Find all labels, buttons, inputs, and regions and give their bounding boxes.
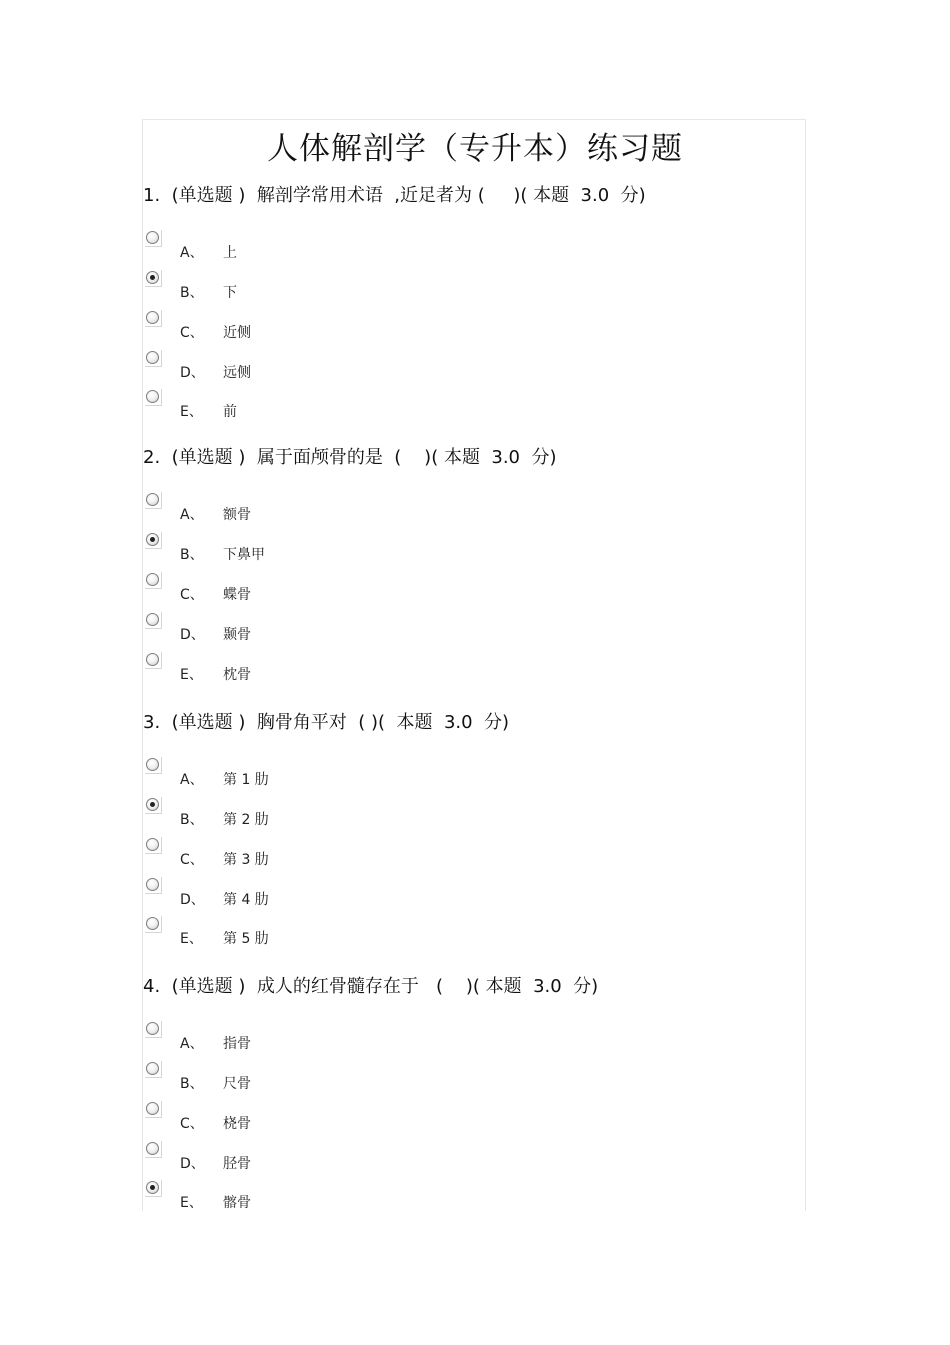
question-header: 1. (单选题 ) 解剖学常用术语 ,近足者为 ( )( 本题 3.0 分) [143, 185, 646, 206]
option-row[interactable] [143, 573, 543, 613]
option-row[interactable] [143, 878, 543, 918]
option-letter: C、 [180, 852, 204, 868]
option-letter: B、 [180, 812, 204, 828]
option-row[interactable] [143, 493, 543, 533]
option-letter: E、 [180, 404, 203, 420]
option-letter: C、 [180, 587, 204, 603]
option-row[interactable] [143, 311, 543, 351]
option-text: 第 2 肋 [223, 812, 269, 828]
option-text: 第 4 肋 [223, 892, 269, 908]
radio-dot-icon [150, 537, 155, 542]
option-letter: D、 [180, 627, 205, 643]
radio-unchecked-icon[interactable] [146, 390, 159, 403]
option-letter: B、 [180, 547, 204, 563]
option-row[interactable] [143, 1142, 543, 1182]
radio-unchecked-icon[interactable] [146, 573, 159, 586]
option-letter: A、 [180, 507, 204, 523]
option-row[interactable] [143, 653, 543, 693]
option-row[interactable] [143, 1102, 543, 1142]
question-3 [143, 711, 783, 947]
radio-unchecked-icon[interactable] [146, 758, 159, 771]
option-row[interactable] [143, 1181, 543, 1221]
option-text: 近侧 [223, 325, 251, 341]
option-text: 桡骨 [223, 1116, 251, 1132]
radio-unchecked-icon[interactable] [146, 311, 159, 324]
option-row[interactable] [143, 1022, 543, 1062]
option-row[interactable] [143, 231, 543, 271]
radio-unchecked-icon[interactable] [146, 838, 159, 851]
option-text: 上 [223, 245, 237, 261]
option-row[interactable] [143, 758, 543, 798]
option-text: 第 1 肋 [223, 772, 269, 788]
option-text: 枕骨 [223, 667, 251, 683]
option-letter: B、 [180, 285, 204, 301]
option-text: 指骨 [223, 1036, 251, 1052]
radio-unchecked-icon[interactable] [146, 1062, 159, 1075]
radio-unchecked-icon[interactable] [146, 653, 159, 666]
radio-checked-icon[interactable] [146, 1181, 159, 1194]
option-letter: C、 [180, 325, 204, 341]
option-letter: B、 [180, 1076, 204, 1092]
option-letter: D、 [180, 892, 205, 908]
option-letter: D、 [180, 365, 205, 381]
question-4 [143, 975, 783, 1211]
question-1 [143, 184, 783, 420]
radio-dot-icon [150, 802, 155, 807]
radio-checked-icon[interactable] [146, 533, 159, 546]
option-text: 颞骨 [223, 627, 251, 643]
radio-dot-icon [150, 1185, 155, 1190]
option-letter: A、 [180, 1036, 204, 1052]
option-letter: A、 [180, 772, 204, 788]
radio-unchecked-icon[interactable] [146, 878, 159, 891]
option-row[interactable] [143, 351, 543, 391]
option-text: 髂骨 [223, 1195, 251, 1211]
option-letter: C、 [180, 1116, 204, 1132]
option-text: 下 [223, 285, 237, 301]
option-text: 额骨 [223, 507, 251, 523]
option-text: 第 5 肋 [223, 931, 269, 947]
radio-checked-icon[interactable] [146, 271, 159, 284]
option-letter: D、 [180, 1156, 205, 1172]
radio-checked-icon[interactable] [146, 798, 159, 811]
radio-unchecked-icon[interactable] [146, 351, 159, 364]
option-text: 远侧 [223, 365, 251, 381]
radio-unchecked-icon[interactable] [146, 1022, 159, 1035]
option-row[interactable] [143, 390, 543, 430]
question-header: 4. (单选题 ) 成人的红骨髓存在于 ( )( 本题 3.0 分) [143, 976, 599, 997]
page-title: 人体解剖学（专升本）练习题 [267, 131, 683, 167]
option-text: 前 [223, 404, 237, 420]
option-row[interactable] [143, 271, 543, 311]
radio-dot-icon [150, 275, 155, 280]
radio-unchecked-icon[interactable] [146, 231, 159, 244]
option-text: 尺骨 [223, 1076, 251, 1092]
option-letter: E、 [180, 1195, 203, 1211]
radio-unchecked-icon[interactable] [146, 917, 159, 930]
radio-unchecked-icon[interactable] [146, 1102, 159, 1115]
option-row[interactable] [143, 613, 543, 653]
option-text: 下鼻甲 [223, 547, 265, 563]
option-row[interactable] [143, 1062, 543, 1102]
option-row[interactable] [143, 533, 543, 573]
option-letter: A、 [180, 245, 204, 261]
option-row[interactable] [143, 838, 543, 878]
question-header: 3. (单选题 ) 胸骨角平对 ( )( 本题 3.0 分) [143, 712, 510, 733]
option-text: 第 3 肋 [223, 852, 269, 868]
question-2 [143, 446, 783, 683]
radio-unchecked-icon[interactable] [146, 613, 159, 626]
option-letter: E、 [180, 931, 203, 947]
option-row[interactable] [143, 917, 543, 957]
question-header: 2. (单选题 ) 属于面颅骨的是 ( )( 本题 3.0 分) [143, 447, 557, 468]
option-letter: E、 [180, 667, 203, 683]
radio-unchecked-icon[interactable] [146, 493, 159, 506]
option-text: 蝶骨 [223, 587, 251, 603]
option-row[interactable] [143, 798, 543, 838]
radio-unchecked-icon[interactable] [146, 1142, 159, 1155]
option-text: 胫骨 [223, 1156, 251, 1172]
